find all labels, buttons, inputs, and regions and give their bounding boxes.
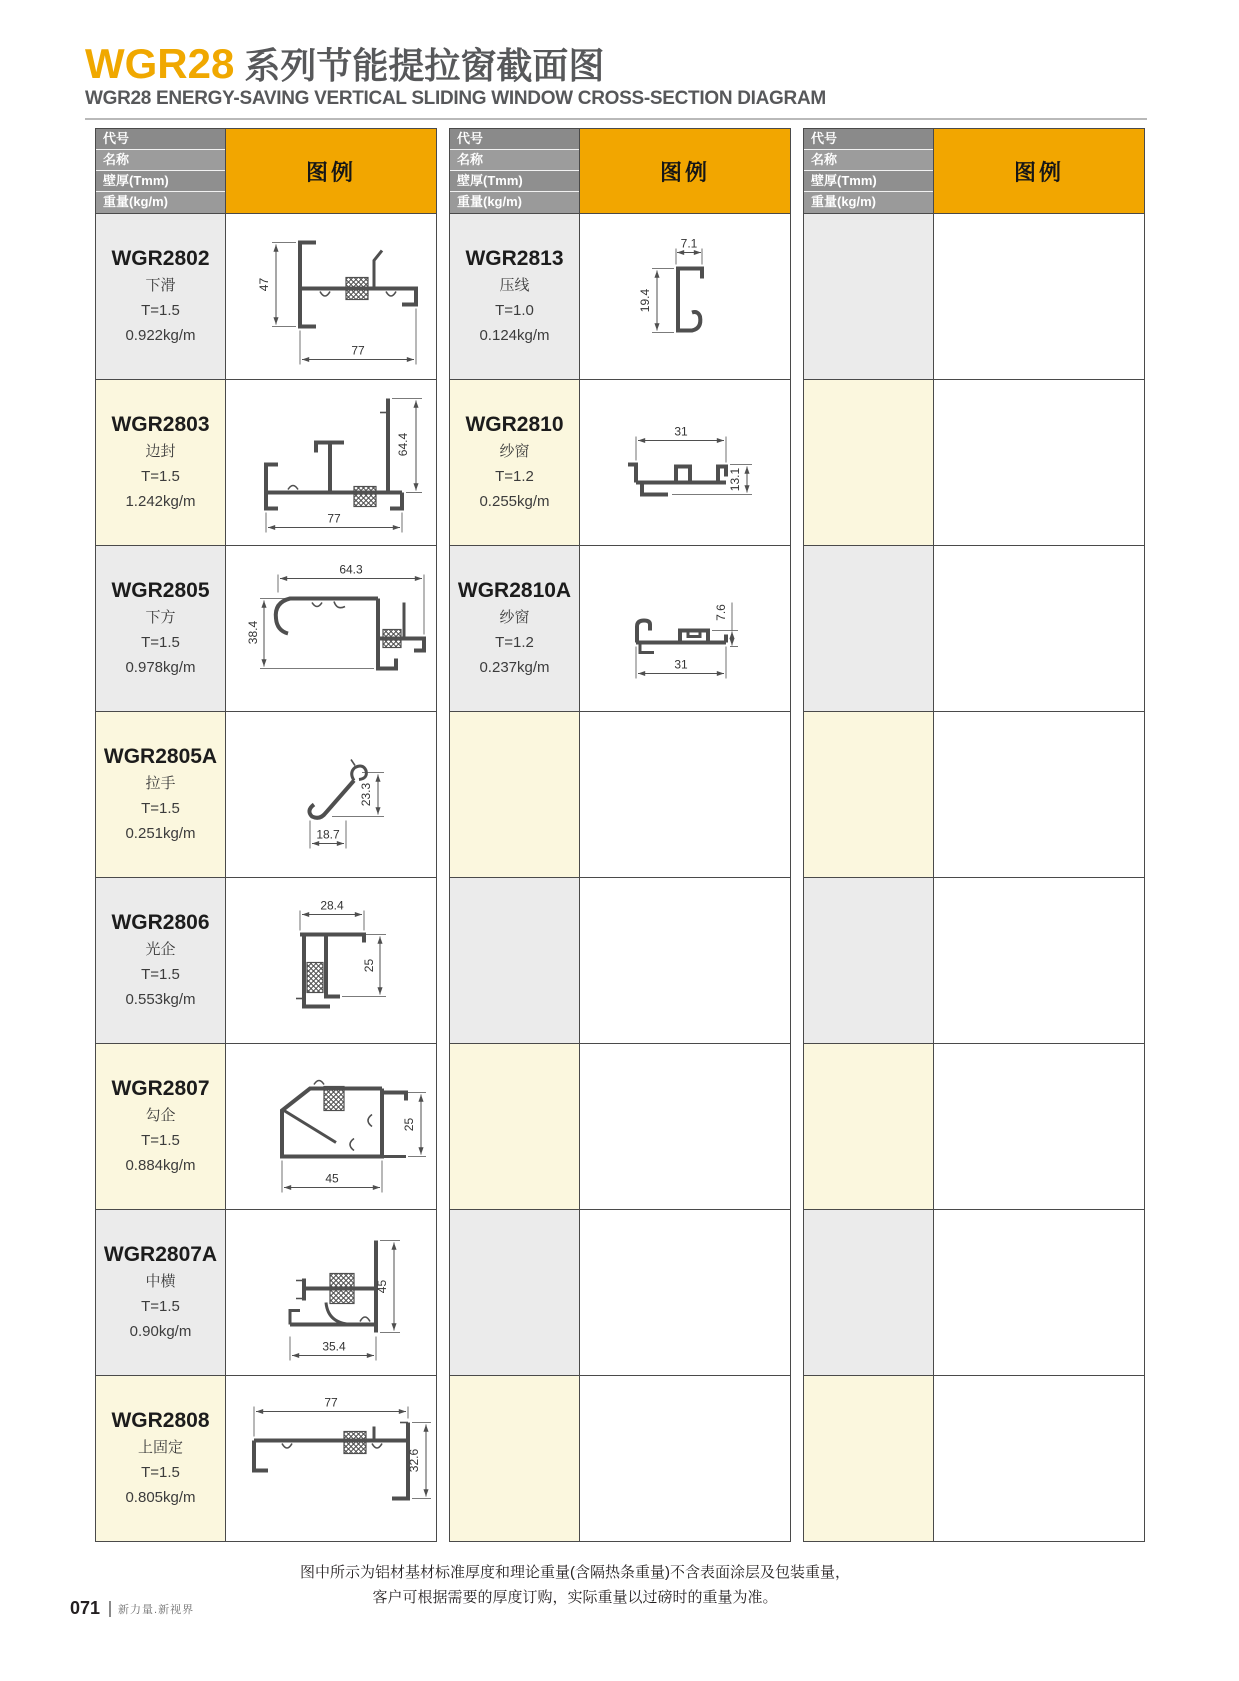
empty-profile-cell [804, 214, 934, 379]
empty-row [450, 1375, 790, 1541]
profile-info-wgr2803 [96, 380, 226, 545]
empty-legend-cell [934, 712, 1144, 877]
page-number-divider [109, 1601, 111, 1617]
empty-profile-cell [804, 380, 934, 545]
profile-weight: 0.90kg/m [129, 1323, 192, 1340]
legend-cell-wgr2805 [226, 546, 436, 711]
profile-thickness: T=1.0 [495, 302, 534, 319]
profile-shape [300, 243, 416, 327]
empty-legend-cell [580, 878, 790, 1043]
profile-info-wgr2806 [96, 878, 226, 1043]
dim-label-h: 45 [325, 1171, 339, 1186]
empty-profile-cell [804, 712, 934, 877]
empty-row [804, 711, 1144, 877]
empty-row [450, 1043, 790, 1209]
dim-label-v: 38.4 [246, 620, 260, 645]
empty-profile-cell [804, 878, 934, 1043]
empty-legend-cell [580, 1044, 790, 1209]
profile-name: 纱窗 [499, 443, 530, 460]
dim-label-h: 77 [351, 343, 365, 358]
cross-section-wgr2813 [580, 214, 790, 379]
profile-name: 下滑 [145, 277, 176, 294]
profile-code: WGR2802 [111, 247, 210, 270]
dim-label-v: 7.6 [714, 604, 728, 621]
profile-shape [676, 269, 702, 333]
profile-thickness: T=1.2 [495, 468, 534, 485]
profile-info-wgr2805 [96, 546, 226, 711]
profile-thickness: T=1.5 [141, 302, 180, 319]
dim-label-h: 77 [327, 511, 341, 526]
profile-weight: 0.124kg/m [479, 327, 550, 344]
empty-profile-cell [450, 878, 580, 1043]
empty-row [450, 877, 790, 1043]
profile-info-wgr2808 [96, 1376, 226, 1541]
profile-code: WGR2810A [457, 579, 572, 602]
header-labels [450, 129, 580, 213]
dimensions [282, 1093, 426, 1193]
profile-thickness: T=1.5 [141, 800, 180, 817]
header-name-label: 名称 [450, 150, 579, 171]
profile-shape [276, 599, 424, 669]
legend-cell-wgr2808 [226, 1376, 436, 1541]
empty-legend-cell [934, 1044, 1144, 1209]
profile-weight: 0.805kg/m [125, 1489, 196, 1506]
profile-info-wgr2813 [450, 214, 580, 379]
profile-thickness: T=1.5 [141, 1132, 180, 1149]
table2-header [450, 129, 790, 213]
profile-row-wgr2810 [450, 379, 790, 545]
header-weight-label: 重量(kg/m) [804, 192, 933, 213]
profile-info-wgr2807 [96, 1044, 226, 1209]
empty-profile-cell [450, 1044, 580, 1209]
table3-header [804, 129, 1144, 213]
profile-name: 纱窗 [499, 609, 530, 626]
dim-label-v: 25 [402, 1117, 416, 1132]
header-code-label: 代号 [96, 129, 225, 150]
profile-weight: 0.255kg/m [479, 493, 550, 510]
page-subtitle: WGR28 ENERGY-SAVING VERTICAL SLIDING WINDOW CROSS-SECTION DIAGRAM [85, 88, 826, 109]
profile-name: 中横 [145, 1273, 176, 1290]
profile-row-wgr2813 [450, 213, 790, 379]
profile-table-3 [803, 128, 1145, 1542]
dimensions [254, 1396, 431, 1499]
dim-label-h: 64.3 [339, 562, 363, 577]
profile-thickness: T=1.5 [141, 1298, 180, 1315]
legend-cell-wgr2806 [226, 878, 436, 1043]
header-name-label: 名称 [96, 150, 225, 171]
header-legend-label: 图例 [934, 129, 1144, 213]
profile-weight: 0.922kg/m [125, 327, 196, 344]
title-series-code: WGR28 [85, 40, 235, 87]
empty-row [450, 1209, 790, 1375]
empty-profile-cell [450, 1376, 580, 1541]
profile-name: 边封 [145, 443, 176, 460]
profile-weight: 0.237kg/m [479, 659, 550, 676]
empty-row [450, 711, 790, 877]
empty-row [804, 877, 1144, 1043]
profile-shape [266, 399, 402, 509]
empty-row [804, 545, 1144, 711]
dim-label-v: 19.4 [638, 288, 652, 313]
title-chinese: 系列节能提拉窗截面图 [244, 45, 605, 86]
profile-name: 拉手 [145, 775, 176, 792]
profile-row-wgr2806 [96, 877, 436, 1043]
header-code-label: 代号 [804, 129, 933, 150]
footer-note-line2: 客户可根据需要的厚度订购，实际重量以过磅时的重量为准。 [372, 1589, 778, 1606]
profile-code: WGR2807A [103, 1243, 218, 1266]
empty-legend-cell [934, 1376, 1144, 1541]
profile-table-1 [95, 128, 437, 1542]
profile-code: WGR2805A [103, 745, 218, 768]
profile-weight: 0.978kg/m [125, 659, 196, 676]
profile-info-wgr2805a [96, 712, 226, 877]
dim-label-h: 28.4 [320, 898, 344, 913]
legend-cell-wgr2805a [226, 712, 436, 877]
empty-legend-cell [934, 878, 1144, 1043]
dim-label-h: 18.7 [316, 827, 340, 842]
dim-label-h: 31 [674, 657, 688, 672]
profile-shape [282, 1081, 406, 1157]
header-weight-label: 重量(kg/m) [96, 192, 225, 213]
profile-name: 上固定 [137, 1439, 183, 1456]
profile-thickness: T=1.2 [495, 634, 534, 651]
table1-header [96, 129, 436, 213]
legend-cell-wgr2807a [226, 1210, 436, 1375]
profile-weight: 1.242kg/m [125, 493, 196, 510]
profile-shape [636, 621, 726, 653]
profile-info-wgr2810a [450, 546, 580, 711]
legend-cell-wgr2810a [580, 546, 790, 711]
profile-row-wgr2802 [96, 213, 436, 379]
dim-label-v: 25 [362, 958, 376, 973]
header-thickness-label: 壁厚(Tmm) [450, 171, 579, 192]
profile-weight: 0.251kg/m [125, 825, 196, 842]
profile-code: WGR2808 [111, 1409, 210, 1432]
dimensions [638, 237, 702, 333]
dimensions [266, 399, 422, 533]
dimensions [310, 773, 384, 849]
legend-cell-wgr2813 [580, 214, 790, 379]
header-code-label: 代号 [450, 129, 579, 150]
header-labels [96, 129, 226, 213]
empty-legend-cell [580, 1376, 790, 1541]
profile-thickness: T=1.5 [141, 634, 180, 651]
empty-row [804, 213, 1144, 379]
profile-row-wgr2803 [96, 379, 436, 545]
empty-profile-cell [804, 1376, 934, 1541]
header-legend-label: 图例 [580, 129, 790, 213]
cross-section-wgr2802 [226, 214, 436, 379]
empty-row [804, 1209, 1144, 1375]
profile-thickness: T=1.5 [141, 468, 180, 485]
cross-section-wgr2810 [580, 380, 790, 545]
dim-label-h: 35.4 [322, 1339, 346, 1354]
cross-section-wgr2810a [580, 546, 790, 711]
empty-legend-cell [580, 712, 790, 877]
cross-section-wgr2807a [226, 1210, 436, 1375]
profile-row-wgr2805a [96, 711, 436, 877]
profile-weight: 0.553kg/m [125, 991, 196, 1008]
dim-label-v: 32.6 [407, 1448, 421, 1473]
profile-code: WGR2813 [465, 247, 564, 270]
profile-name: 下方 [145, 609, 176, 626]
profile-row-wgr2810a [450, 545, 790, 711]
profile-info-wgr2810 [450, 380, 580, 545]
title-divider [85, 118, 1147, 120]
header-thickness-label: 壁厚(Tmm) [804, 171, 933, 192]
profile-row-wgr2807a [96, 1209, 436, 1375]
legend-cell-wgr2810 [580, 380, 790, 545]
profile-name: 压线 [499, 277, 530, 294]
empty-row [804, 1043, 1144, 1209]
cross-section-wgr2803 [226, 380, 436, 545]
dim-label-h: 31 [674, 424, 688, 439]
header-thickness-label: 壁厚(Tmm) [96, 171, 225, 192]
profile-code: WGR2805 [111, 579, 210, 602]
dim-label-v: 64.4 [396, 432, 410, 457]
profile-code: WGR2807 [111, 1077, 210, 1100]
brand-tagline: 新力量.新视界 [118, 1603, 195, 1616]
cross-section-wgr2805a [226, 712, 436, 877]
page-number-block [70, 1598, 194, 1619]
profile-code: WGR2803 [111, 413, 210, 436]
empty-legend-cell [580, 1210, 790, 1375]
dimensions [246, 563, 424, 669]
empty-profile-cell [450, 1210, 580, 1375]
profile-table-2 [449, 128, 791, 1542]
profile-row-wgr2805 [96, 545, 436, 711]
header-labels [804, 129, 934, 213]
profile-shape [309, 760, 366, 818]
empty-legend-cell [934, 214, 1144, 379]
dim-label-h: 77 [324, 1395, 338, 1410]
empty-profile-cell [804, 546, 934, 711]
header-weight-label: 重量(kg/m) [450, 192, 579, 213]
profile-code: WGR2810 [465, 413, 564, 436]
footer-note-line1: 图中所示为铝材基材标准厚度和理论重量(含隔热条重量)不含表面涂层及包装重量， [300, 1564, 850, 1581]
cross-section-wgr2805 [226, 546, 436, 711]
empty-row [804, 1375, 1144, 1541]
profile-shape [290, 1241, 376, 1333]
profile-info-wgr2807a [96, 1210, 226, 1375]
header-legend-label: 图例 [226, 129, 436, 213]
page-number: 071 [70, 1598, 101, 1618]
profile-thickness: T=1.5 [141, 1464, 180, 1481]
empty-profile-cell [804, 1044, 934, 1209]
footer-note [65, 1560, 1085, 1610]
page-title [85, 38, 604, 89]
profile-shape [296, 935, 364, 1007]
empty-legend-cell [934, 1210, 1144, 1375]
empty-profile-cell [450, 712, 580, 877]
dim-label-h: 7.1 [680, 236, 698, 251]
profile-shape [628, 465, 726, 495]
profile-row-wgr2808 [96, 1375, 436, 1541]
profile-code: WGR2806 [111, 911, 210, 934]
profile-thickness: T=1.5 [141, 966, 180, 983]
empty-profile-cell [804, 1210, 934, 1375]
cross-section-wgr2806 [226, 878, 436, 1043]
cross-section-wgr2807 [226, 1044, 436, 1209]
dim-label-v: 23.3 [359, 782, 373, 807]
profile-weight: 0.884kg/m [125, 1157, 196, 1174]
empty-legend-cell [934, 380, 1144, 545]
legend-cell-wgr2803 [226, 380, 436, 545]
dim-label-v: 47 [257, 277, 271, 292]
profile-info-wgr2802 [96, 214, 226, 379]
header-name-label: 名称 [804, 150, 933, 171]
legend-cell-wgr2802 [226, 214, 436, 379]
dim-label-v: 45 [375, 1279, 389, 1294]
profile-shape [254, 1423, 408, 1499]
profile-row-wgr2807 [96, 1043, 436, 1209]
profile-name: 光企 [145, 941, 176, 958]
empty-row [804, 379, 1144, 545]
dim-label-v: 13.1 [728, 467, 742, 492]
profile-name: 勾企 [145, 1107, 176, 1124]
legend-cell-wgr2807 [226, 1044, 436, 1209]
cross-section-wgr2808 [226, 1376, 436, 1541]
dimensions [257, 243, 416, 365]
empty-legend-cell [934, 546, 1144, 711]
